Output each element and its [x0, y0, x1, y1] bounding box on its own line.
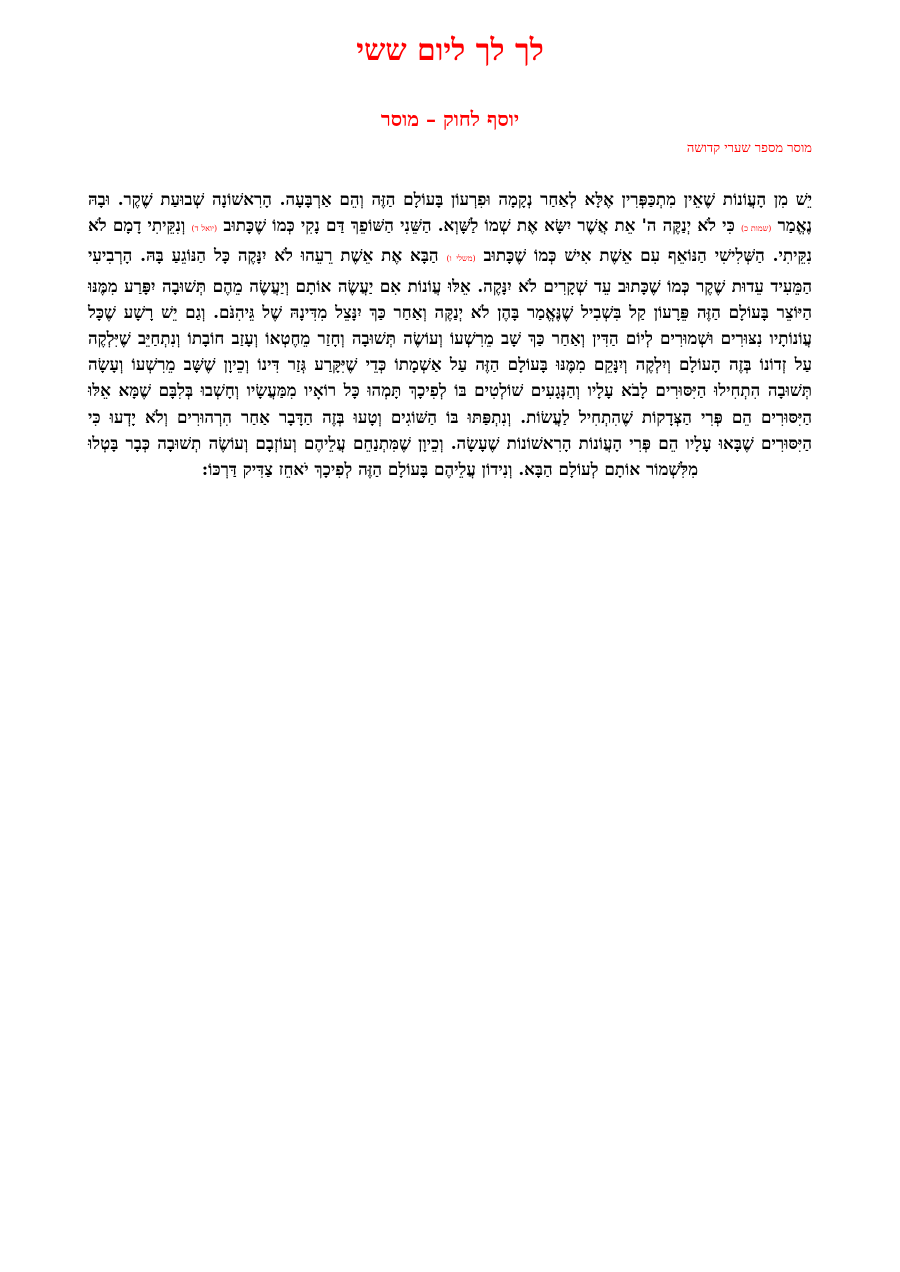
- verse-reference-3: (משלי ו): [446, 254, 476, 264]
- page-title: לך לך ליום ששי: [356, 33, 544, 68]
- verse-reference-2: (יואל ד): [191, 224, 218, 234]
- body-text-4: הַבָּא אֶת אֵשֶׁת רֵעֵהוּ לֹא יִנָּקֶה כָּל הַנּוֹגֵעַ בָּהּ. הָרְבִיעִי הַמֵּעִיד עֵדוּת שֶׁקֶר כְּמוֹ שֶׁכָּתוּב עֵד שְׁקָרִים לֹא יִנָּקֶה. אֵלּוּ עֲוֹנוֹת אִם יַעֲשֶׂה אוֹתָם וְיַעֲשֶׂה מֵהֶם תְּשׁוּבָה יִפָּרַע מִמֶּנּוּ הַיּוֹצֵר בָּעוֹלָם הַזֶּה פֵּרָעוֹן קַל בִּשְׁבִיל שֶׁנֶּאֱמַר בָּהֶן לֹא יְנַקֶּה וְאַחַר כַּךְ יִנָּצֵל מִדִּינָהּ שֶׁל גֵּיהִנֹּם. וְגַם יֵשׁ רָשָׁע שֶׁכָּל עֲוֹנוֹתָיו נִצּוּרִים וּשְׁמוּרִים לְיוֹם הַדִּין וְאַחַר כַּךְ שָׁב מֵרִשְׁעוֹ וְעוֹשֶׂה תְּשׁוּבָה וְחָזַר מֵחֶטְאוֹ וְעָזַב חוֹבָתוֹ וְנִתְחַיֵּב שֶׁיִּלְקֶה עַל זְדוֹנוֹ בְּזֶה הָעוֹלָם וְיִלְקֶה וְיִנָּקֵם מִמֶּנּוּ בָּעוֹלָם הַזֶּה עַל אַשְׁמָתוֹ כְּדֵי שֶׁיִּקָּרַע גְּזַר דִּינוֹ וְכֵיוָן שֶׁשָּׁב מֵרִשְׁעוֹ וְעָשָׂה תְּשׁוּבָה הִתְחִילוּ הַיִּסּוּרִים לָבֹא עָלָיו וְהַנְּגָעִים שׁוֹלְטִים בּוֹ לְפִיכָךְ תָּמְהוּ כָּל רוֹאָיו מִמַּעֲשָׂיו וְחָשְׁבוּ בְּלִבָּם שֶׁמָּא אֵלּוּ הַיִּסּוּרִים הֵם פְּרִי הַצְּדָקוֹת שֶׁהִתְחִיל לַעֲשׂוֹת. וְנִתְפַּתּוּ בּוֹ הַשּׁוֹגִים וְטָעוּ בְּזֶה הַדָּבָר אַחַר הִרְהוּרִים וְלֹא יָדְעוּ כִּי הַיִּסּוּרִים שֶׁבָּאוּ עָלָיו הֵם פְּרִי הָעֲוֹנוֹת הָרִאשׁוֹנוֹת שֶׁעָשָׂה. וְכֵיוָן שֶׁמִּתְנַחֵם עֲלֵיהֶם וְעוֹזְבָם וְעוֹשֶׂה תְשׁוּבָה כְּבָר בָּטְלוּ מִלִּשְׁמוֹר אוֹתָם לְעוֹלָם הַבָּא. וְנִידוֹן עֲלֵיהֶם בָּעוֹלָם הַזֶּה לְפִיכָךְ יֹאחֵז צַדִּיק דַּרְכּוֹ:: [88, 245, 812, 480]
- body-text-1: יֵשׁ מִן הָעֲוֹנוֹת שֶׁאֵין מִתְכַּפְּרִין אֶלָּא לְאַחַר נְקָמָה וּפִרְעוֹן בָּעוֹלָם הַזֶּה וְהֵם אַרְבָּעָה. הָרִאשׁוֹנָה שְׁבוּעַת שֶׁקֶר. וּבָהּ נֶאֱמַר: [88, 189, 812, 236]
- body-text-2: כִּי לֹא יְנַקֶּה ה' אֵת אֲשֶׁר יִשָּׂא אֶת שְׁמוֹ לַשָּׁוְא. הַשֵּׁנִי הַשּׁוֹפֵךְ דַּם נָקִי כְּמוֹ שֶׁכָּתוּב: [223, 215, 735, 236]
- section-subtitle: יוסף לחוק – מוסר: [380, 107, 520, 131]
- verse-reference-1: (שמות כ): [740, 224, 772, 234]
- body-text-3: וְנִקֵּיתִי דָמָם לֹא נִקֵּיתִי. הַשְּׁלִישִׁי הַנּוֹאֵף עִם אֵשֶׁת אִישׁ כְּמוֹ שֶׁכָּתוּב: [88, 215, 812, 266]
- body-paragraph: [88, 186, 812, 482]
- source-label: מוסר מספר שערי קדושה: [686, 141, 812, 156]
